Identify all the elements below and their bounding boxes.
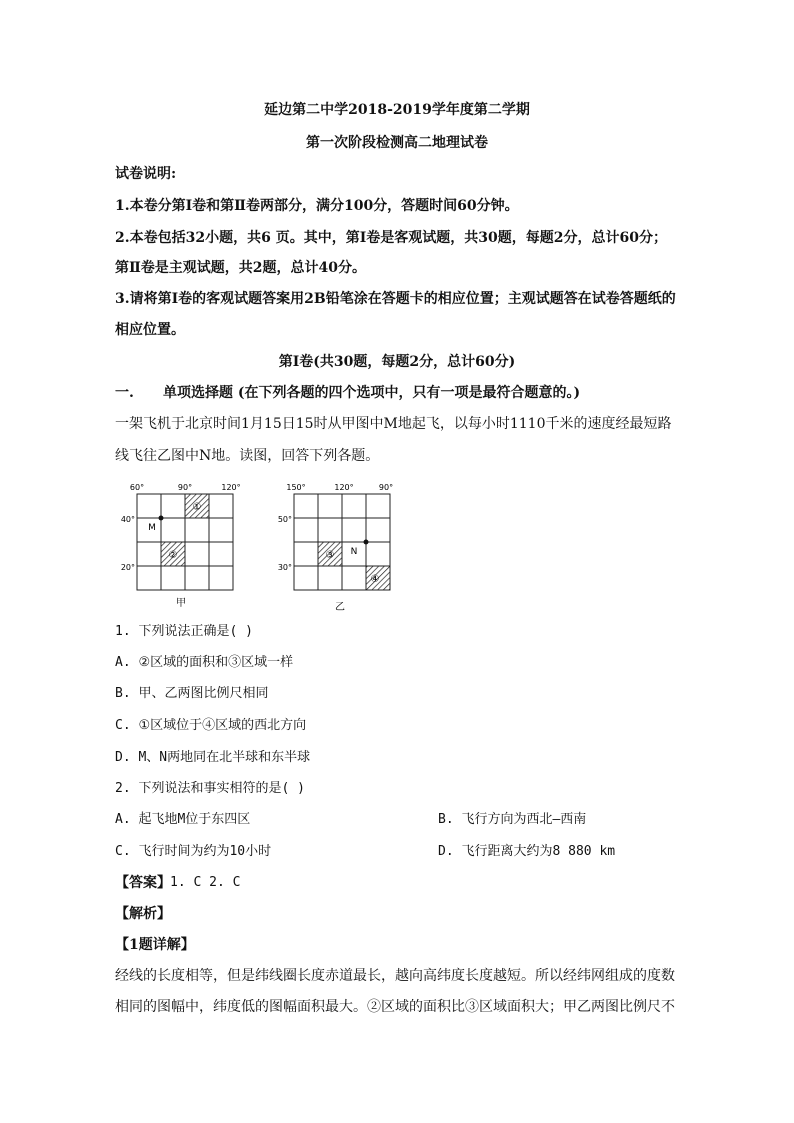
- answer-label: 【答案】: [115, 875, 171, 891]
- question-1-option-a: A. ②区域的面积和③区域一样: [115, 655, 294, 670]
- question-2-option-c: C. 飞行时间为约为10小时: [115, 844, 272, 859]
- jia-lat-20: 20°: [120, 563, 135, 572]
- question-2-option-b: B. 飞行方向为西北—西南: [438, 812, 587, 827]
- question-1-option-c: C. ①区域位于④区域的西北方向: [115, 718, 307, 733]
- jia-region-2-label: ②: [168, 550, 178, 561]
- question-1-stem: 1. 下列说法正确是( ): [115, 624, 253, 639]
- analysis-line-2: 相同的图幅中，纬度低的图幅面积最大。②区域的面积比③区域面积大；甲乙两图比例尺不: [115, 999, 675, 1015]
- figure-yi: [272, 480, 402, 615]
- instruction-2-line-1: 2.本卷包括32小题，共6 页。其中，第Ⅰ卷是客观试题，共30题，每题2分，总计60分；: [115, 230, 667, 246]
- jia-lon-90: 90°: [177, 483, 193, 492]
- jia-region-1-label: ①: [192, 502, 202, 513]
- analysis-detail-label: 【1题详解】: [115, 937, 195, 953]
- jia-lon-60: 60°: [129, 483, 145, 492]
- instruction-1: 1.本卷分第Ⅰ卷和第Ⅱ卷两部分，满分100分，答题时间60分钟。: [115, 198, 519, 214]
- exam-title: 延边第二中学2018-2019学年度第二学期: [264, 102, 530, 118]
- exam-subtitle: 第一次阶段检测高二地理试卷: [306, 135, 488, 151]
- passage-line-2: 线飞往乙图中N地。读图，回答下列各题。: [115, 448, 380, 464]
- question-1-option-d: D. M、N两地同在北半球和东半球: [115, 750, 311, 765]
- part1-title: 第Ⅰ卷(共30题，每题2分，总计60分): [278, 354, 516, 370]
- instruction-3-line-2: 相应位置。: [115, 322, 185, 338]
- section-title: 单项选择题 (在下列各题的四个选项中，只有一项是最符合题意的。): [163, 385, 581, 401]
- yi-region-3-label: ③: [325, 550, 335, 561]
- question-2-option-d: D. 飞行距离大约为8 880 km: [438, 844, 616, 859]
- point-m-label: M: [148, 523, 156, 533]
- yi-lon-150: 150°: [286, 483, 306, 492]
- question-1-option-b: B. 甲、乙两图比例尺相同: [115, 686, 269, 701]
- analysis-label: 【解析】: [115, 906, 171, 922]
- analysis-line-1: 经线的长度相等，但是纬线圈长度赤道最长，越向高纬度长度越短。所以经纬网组成的度数: [115, 968, 675, 984]
- point-m-marker: [159, 516, 164, 521]
- figure-jia: [120, 480, 255, 610]
- point-n-marker: [364, 540, 369, 545]
- jia-caption: 甲: [176, 598, 186, 609]
- instructions-heading: 试卷说明:: [115, 166, 177, 182]
- answer-text: 1. C 2. C: [170, 875, 241, 890]
- yi-lon-120: 120°: [334, 483, 354, 492]
- yi-lon-90: 90°: [378, 483, 394, 492]
- point-n-label: N: [350, 547, 358, 557]
- yi-lat-50: 50°: [277, 515, 292, 524]
- instruction-2-line-2: 第Ⅱ卷是主观试题，共2题，总计40分。: [115, 260, 367, 276]
- passage-line-1: 一架飞机于北京时间1月15日15时从甲图中M地起飞，以每小时1110千米的速度经最短路: [115, 416, 672, 432]
- instruction-3-line-1: 3.请将第Ⅰ卷的客观试题答案用2B铅笔涂在答题卡的相应位置；主观试题答在试卷答题纸的: [115, 291, 676, 307]
- yi-caption: 乙: [335, 602, 345, 613]
- jia-lat-40: 40°: [120, 515, 135, 524]
- yi-lat-30: 30°: [277, 563, 292, 572]
- yi-region-4-label: ④: [370, 574, 380, 585]
- jia-lon-120: 120°: [221, 483, 241, 492]
- question-2-option-a: A. 起飞地M位于东四区: [115, 812, 251, 827]
- question-2-stem: 2. 下列说法和事实相符的是( ): [115, 781, 305, 796]
- section-number: 一.: [115, 385, 134, 401]
